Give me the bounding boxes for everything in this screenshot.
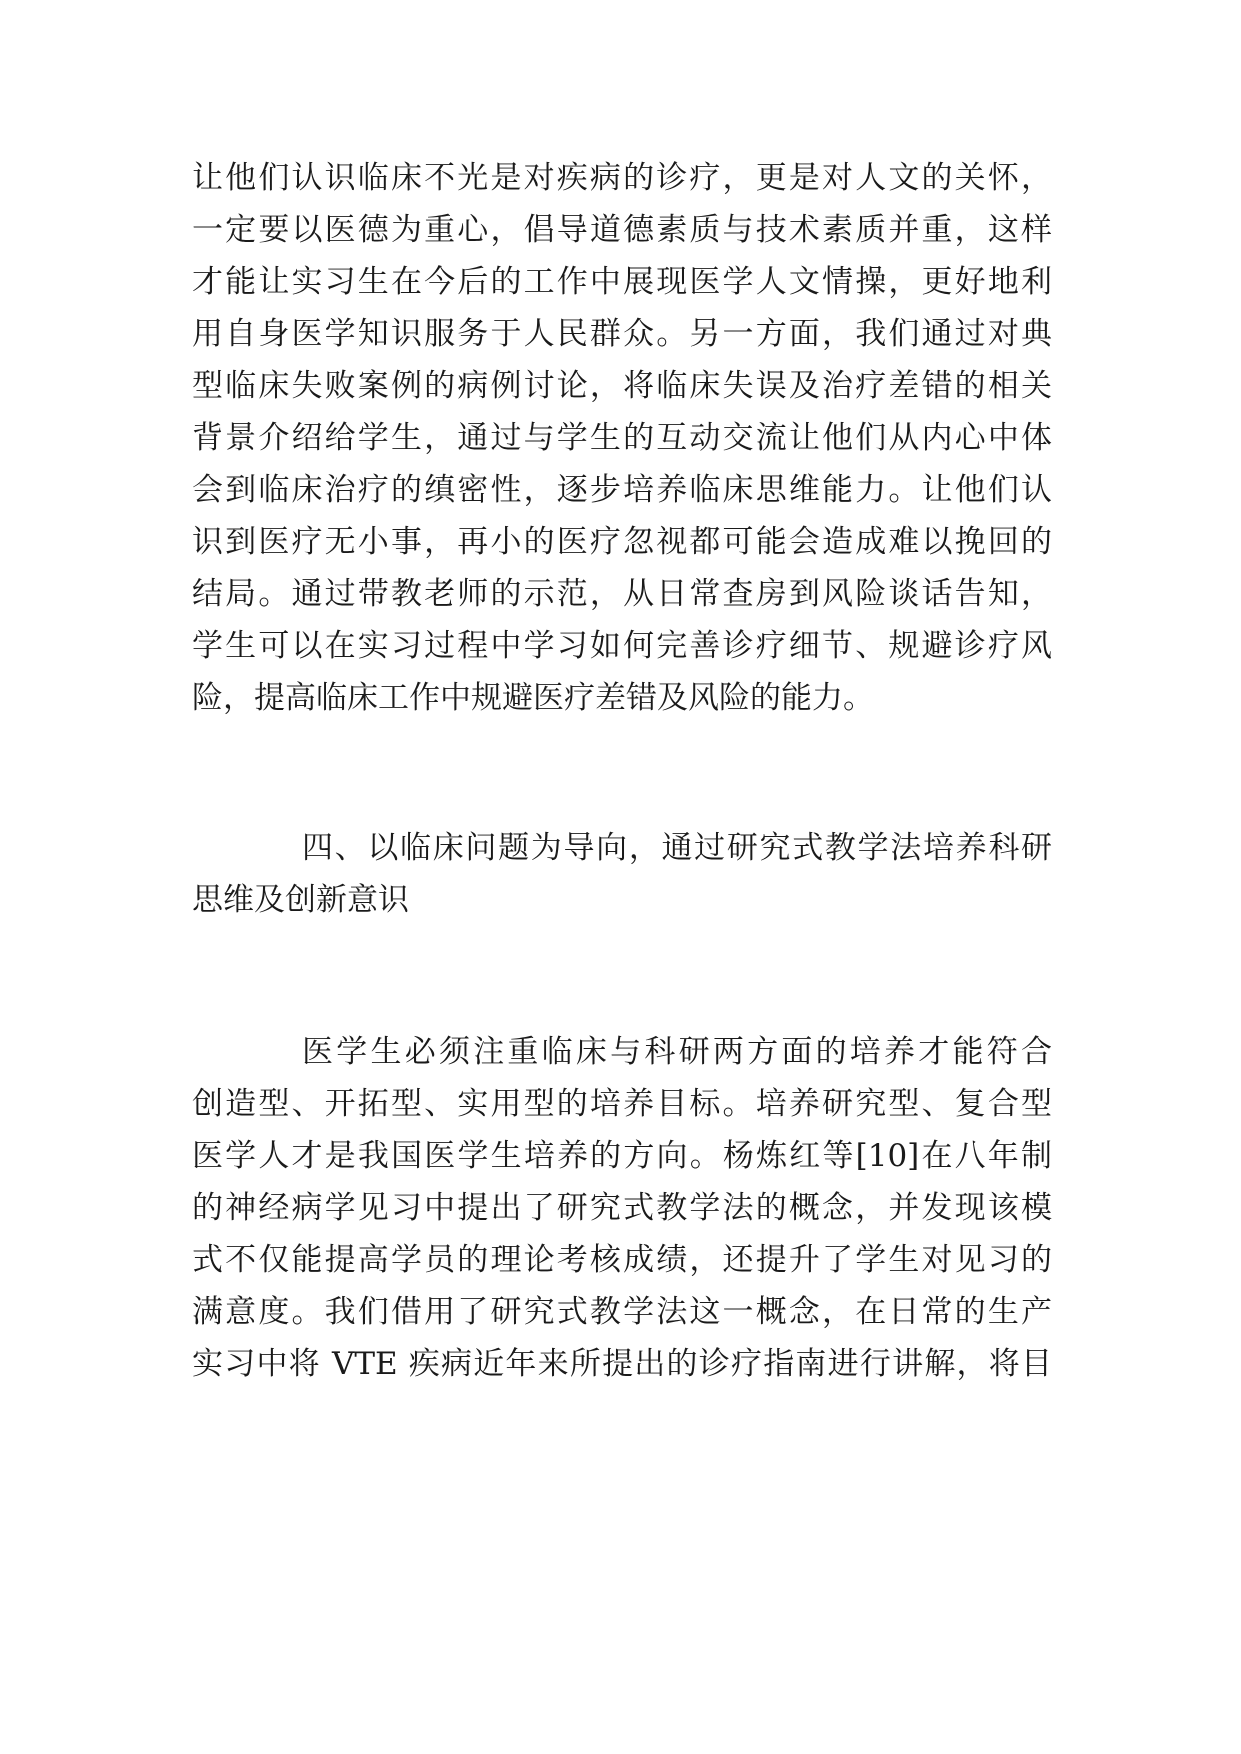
section-heading-line-1: 四、以临床问题为导向，通过研究式教学法培养科研 [302, 830, 1052, 866]
paragraph-1-line-3: 才能让实习生在今后的工作中展现医学人文情操，更好地利 [192, 264, 1052, 300]
paragraph-2-line-6: 满意度。我们借用了研究式教学法这一概念，在日常的生产 [192, 1294, 1052, 1330]
paragraph-2-line-4: 的神经病学见习中提出了研究式教学法的概念，并发现该模 [192, 1190, 1052, 1226]
paragraph-1-line-6: 背景介绍给学生，通过与学生的互动交流让他们从内心中体 [192, 420, 1052, 456]
paragraph-1-line-4: 用自身医学知识服务于人民群众。另一方面，我们通过对典 [192, 316, 1052, 352]
paragraph-1-line-10: 学生可以在实习过程中学习如何完善诊疗细节、规避诊疗风 [192, 628, 1052, 664]
section-heading-line-2: 思维及创新意识 [192, 882, 409, 918]
paragraph-1-line-11: 险，提高临床工作中规避医疗差错及风险的能力。 [192, 680, 874, 716]
paragraph-2-line-5: 式不仅能提高学员的理论考核成绩，还提升了学生对见习的 [192, 1242, 1052, 1278]
paragraph-2-line-3: 医学人才是我国医学生培养的方向。杨炼红等[10]在八年制 [192, 1138, 1052, 1174]
paragraph-1-line-5: 型临床失败案例的病例讨论，将临床失误及治疗差错的相关 [192, 368, 1052, 404]
paragraph-2-line-2: 创造型、开拓型、实用型的培养目标。培养研究型、复合型 [192, 1086, 1052, 1122]
paragraph-2-line-7: 实习中将 VTE 疾病近年来所提出的诊疗指南进行讲解，将目 [192, 1346, 1052, 1382]
paragraph-1-line-2: 一定要以医德为重心，倡导道德素质与技术素质并重，这样 [192, 212, 1052, 248]
paragraph-1-line-7: 会到临床治疗的缜密性，逐步培养临床思维能力。让他们认 [192, 472, 1052, 508]
paragraph-1-line-9: 结局。通过带教老师的示范，从日常查房到风险谈话告知， [192, 576, 1052, 612]
paragraph-1-line-1: 让他们认识临床不光是对疾病的诊疗，更是对人文的关怀， [192, 160, 1052, 196]
paragraph-2-line-1: 医学生必须注重临床与科研两方面的培养才能符合 [302, 1034, 1052, 1070]
paragraph-1-line-8: 识到医疗无小事，再小的医疗忽视都可能会造成难以挽回的 [192, 524, 1052, 560]
